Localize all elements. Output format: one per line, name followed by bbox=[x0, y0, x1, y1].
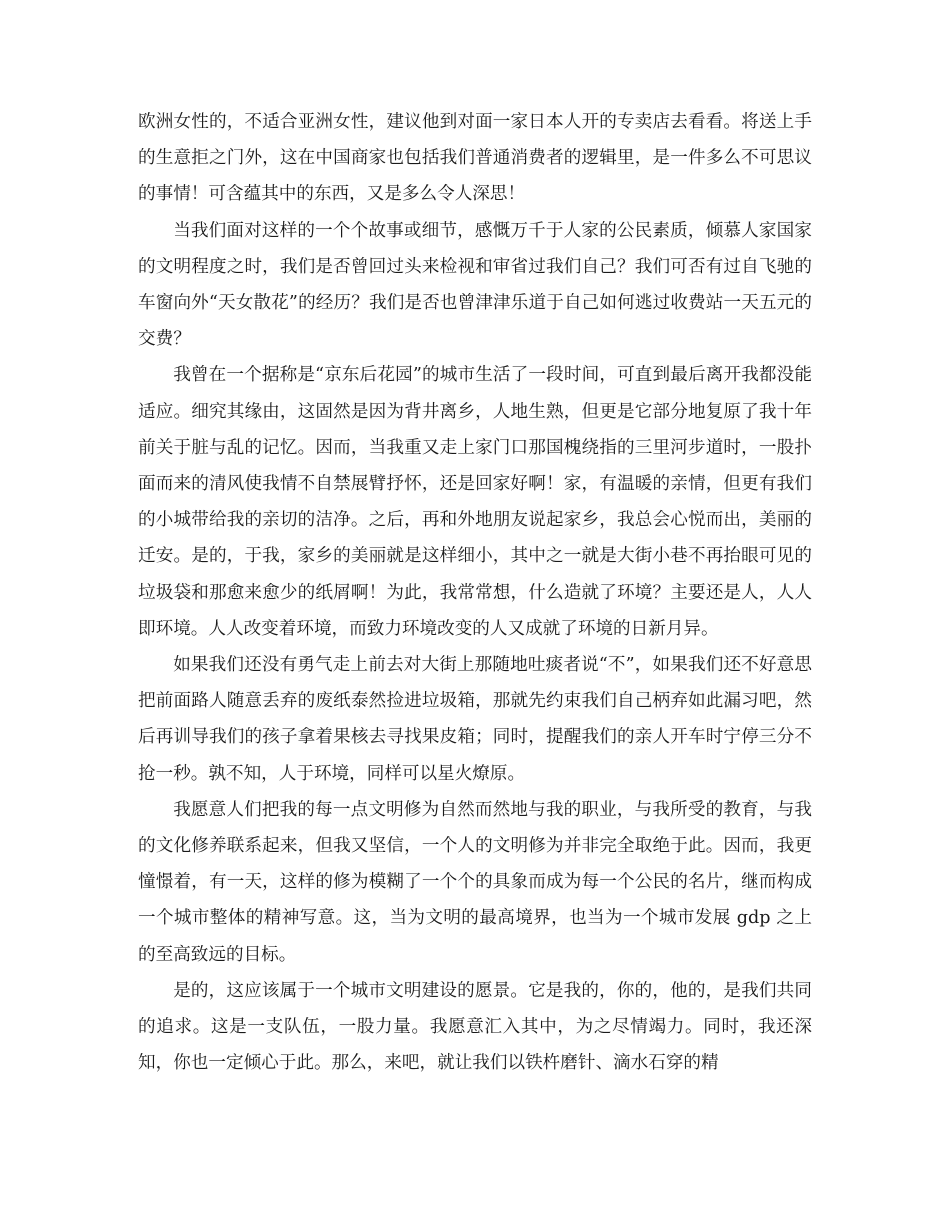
document-body bbox=[138, 104, 812, 1081]
paragraph-reflection: 当我们面对这样的一个个故事或细节，感慨万千于人家的公民素质，倾慕人家国家的文明程度之时，我们是否曾回过头来检视和审省过我们自己？我们可否有过自飞驰的车窗向外“天女散花”的经历？我们是否也曾津津乐道于自己如何逃过收费站一天五元的交费？ bbox=[138, 220, 812, 350]
paragraph-continuation: 欧洲女性的，不适合亚洲女性，建议他到对面一家日本人开的专卖店去看看。将送上手的生意拒之门外，这在中国商家也包括我们普通消费者的逻辑里，是一件多么不可思议的事情！可含蕴其中的东西，又是多么令人深思！ bbox=[138, 112, 812, 205]
paragraph-civility: 我愿意人们把我的每一点文明修为自然而然地与我的职业，与我所受的教育，与我的文化修养联系起来，但我又坚信，一个人的文明修为并非完全取绝于此。因而，我更憧憬着，有一天，这样的修为模糊了一个个的具象而成为每一个公民的名片，继而构成一个城市整体的精神写意。这，当为文明的最高境界，也当为一个城市发展 gdp 之上的至高致远的目标。 bbox=[138, 799, 812, 965]
paragraph-vision: 是的，这应该属于一个城市文明建设的愿景。它是我的，你的，他的，是我们共同的追求。这是一支队伍，一股力量。我愿意汇入其中，为之尽情竭力。同时，我还深知，你也一定倾心于此。那么，来吧，就让我们以铁杵磨针、滴水石穿的精 bbox=[138, 980, 812, 1074]
paragraph-hometown: 我曾在一个据称是“京东后花园”的城市生活了一段时间，可直到最后离开我都没能适应。细究其缘由，这固然是因为背井离乡，人地生熟，但更是它部分地复原了我十年前关于脏与乱的记忆。因而，当我重又走上家门口那国槐绕指的三里河步道时，一股扑面而来的清风使我情不自禁展臂抒怀，还是回家好啊！家，有温暖的亲情，但更有我们的小城带给我的亲切的洁净。之后，再和外地朋友说起家乡，我总会心悦而出，美丽的迁安。是的，于我，家乡的美丽就是这样细小，其中之一就是大街小巷不再抬眼可见的垃圾袋和那愈来愈少的纸屑啊！为此，我常常想，什么造就了环境？主要还是人，人人即环境。人人改变着环境，而致力环境改变的人又成就了环境的日新月异。 bbox=[138, 365, 812, 639]
paragraph-self-discipline: 如果我们还没有勇气走上前去对大街上那随地吐痰者说“不”，如果我们还不好意思把前面路人随意丢弃的废纸泰然捡进垃圾箱，那就先约束我们自己柄弃如此漏习吧，然后再训导我们的孩子拿着果核去寻找果皮箱；同时，提醒我们的亲人开车时宁停三分不抢一秒。孰不知，人于环境，同样可以星火燎原。 bbox=[138, 655, 812, 784]
